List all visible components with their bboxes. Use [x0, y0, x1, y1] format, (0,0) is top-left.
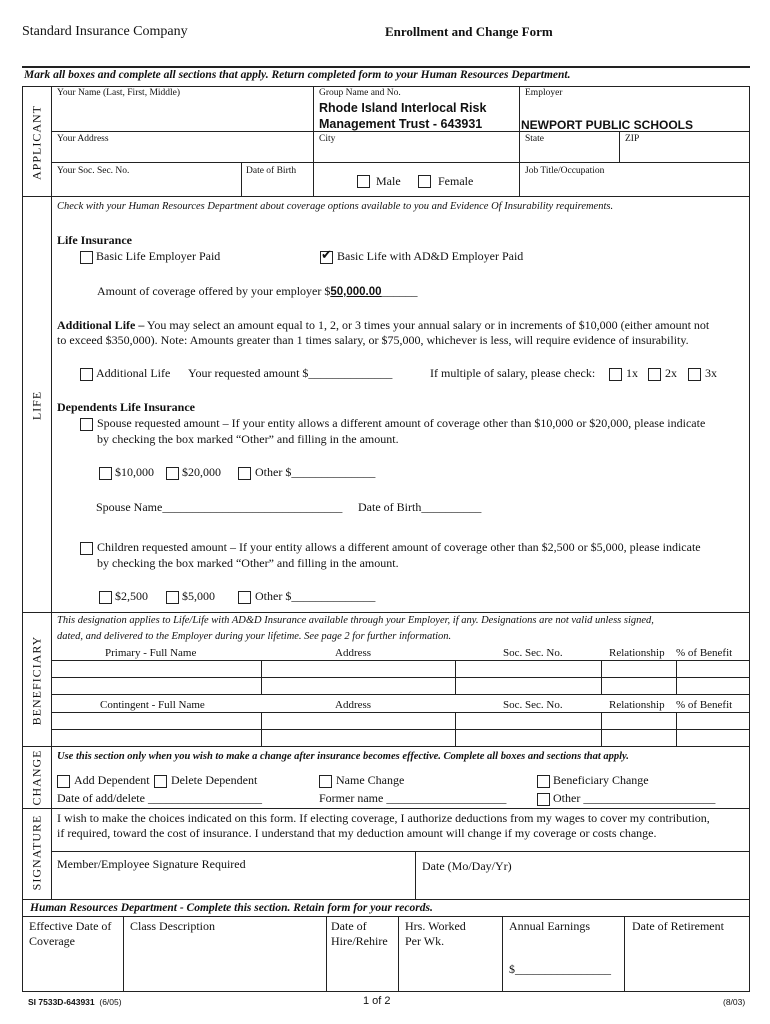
spouse-20000-checkbox[interactable] [166, 467, 179, 480]
additional-life-checkbox[interactable] [80, 368, 93, 381]
ben-row-rule-4 [51, 712, 749, 713]
annual-earnings-field[interactable]: $________________ [509, 962, 611, 976]
additional-text2: to exceed $350,000). Note: Amounts greater than 1 times salary, or $75,000, whichever is less, will require evidence of insurability. [57, 333, 689, 347]
contingent-ssn-header: Soc. Sec. No. [503, 699, 563, 711]
signature-row-rule [51, 851, 749, 852]
additional-text1: You may select an amount equal to 1, 2, or 3 times your annual salary or in increments of $10,000 (either amount not [144, 318, 710, 332]
basic-life-add-checkbox[interactable] [320, 251, 333, 264]
date-hire-label2: Hire/Rehire [331, 934, 388, 948]
annual-earnings-label: Annual Earnings [509, 919, 590, 933]
hr-frame-left [22, 899, 23, 992]
hrs-worked-label1: Hrs. Worked [405, 919, 466, 933]
form-title: Enrollment and Change Form [385, 24, 553, 39]
hr-bottom-rule [22, 991, 750, 992]
class-description-label: Class Description [130, 919, 215, 933]
children-2500-label: $2,500 [115, 589, 148, 603]
hr-col-3 [398, 916, 399, 992]
frame-left [22, 86, 23, 900]
ben-row-rule-5 [51, 729, 749, 730]
group-label: Group Name and No. [319, 88, 401, 98]
children-2500-checkbox[interactable] [99, 591, 112, 604]
state-label: State [525, 134, 544, 144]
basic-life-add-label: Basic Life with AD&D Employer Paid [337, 249, 524, 263]
frame-right [749, 86, 750, 992]
applicant-zip-col [619, 131, 620, 162]
hr-col-5 [624, 916, 625, 992]
delete-dependent-label: Delete Dependent [171, 773, 258, 787]
group-value-line1: Rhode Island Interlocal Risk [319, 101, 487, 115]
beneficiary-section-label: BENEFICIARY [29, 635, 44, 726]
spouse-checkbox[interactable] [80, 418, 93, 431]
hrs-worked-label2: Per Wk. [405, 934, 445, 948]
mult-1x-checkbox[interactable] [609, 368, 622, 381]
additional-life-label: Additional Life [96, 366, 171, 380]
beneficiary-bottom-rule [22, 746, 750, 747]
spouse-dob: Date of Birth__________ [358, 500, 482, 514]
additional-heading: Additional Life – [57, 318, 145, 332]
spouse-text1: Spouse requested amount – If your entity allows a different amount of coverage other than $10,000 or $20,000, please indicate [97, 416, 706, 430]
change-intro: Use this section only when you wish to make a change after insurance becomes effective. Complete all boxes and sections that apply. [57, 751, 629, 762]
ssn-label: Your Soc. Sec. No. [57, 166, 130, 176]
dependents-heading: Dependents Life Insurance [57, 400, 196, 414]
header-rule [22, 66, 750, 68]
dob-label: Date of Birth [246, 166, 297, 176]
city-label: City [319, 134, 336, 144]
life-heading: Life Insurance [57, 233, 132, 247]
requested-amount: Your requested amount $______________ [188, 366, 393, 380]
beneficiary-change-label: Beneficiary Change [553, 773, 649, 787]
hr-heading: Human Resources Department - Complete this section. Retain form for your records. [30, 902, 433, 914]
effective-date-label2: Coverage [29, 934, 75, 948]
contingent-address-header: Address [335, 699, 372, 711]
children-5000-checkbox[interactable] [166, 591, 179, 604]
hr-col-4 [502, 916, 503, 992]
former-name: Former name ____________________ [319, 791, 507, 805]
ben-col-3a [601, 660, 602, 694]
signature-text1: I wish to make the choices indicated on this form. If electing coverage, I authorize deductions from my wages to cover my contribution, [57, 811, 710, 825]
children-text1: Children requested amount – If your entity allows a different amount of coverage other than $2,500 or $5,000, please indicate [97, 540, 701, 554]
spouse-text2: by checking the box marked “Other” and filling in the amount. [97, 432, 399, 446]
spouse-10000-checkbox[interactable] [99, 467, 112, 480]
life-bottom-rule [22, 612, 750, 613]
form-number-code: SI 7533D-643931 [28, 997, 95, 1007]
ben-col-1a [261, 660, 262, 694]
change-section-label: CHANGE [29, 749, 44, 806]
coverage-prefix: Amount of coverage offered by your employer $ [97, 284, 331, 298]
ben-row-rule-1 [51, 660, 749, 661]
ben-row-rule-3 [51, 694, 749, 695]
applicant-col1 [313, 86, 314, 196]
other-change-label: Other ______________________ [553, 791, 716, 805]
children-checkbox[interactable] [80, 542, 93, 555]
hr-col-1 [123, 916, 124, 992]
applicant-dob-col [241, 162, 242, 196]
name-change-label: Name Change [336, 773, 405, 787]
male-checkbox[interactable] [357, 175, 370, 188]
hr-header-rule [22, 916, 750, 917]
spouse-other-label: Other $______________ [255, 465, 376, 479]
beneficiary-change-checkbox[interactable] [537, 775, 550, 788]
primary-ssn-header: Soc. Sec. No. [503, 647, 563, 659]
name-change-checkbox[interactable] [319, 775, 332, 788]
spouse-20000-label: $20,000 [182, 465, 221, 479]
page-number: 1 of 2 [363, 995, 391, 1007]
applicant-bottom-rule [22, 196, 750, 197]
ben-col-1b [261, 712, 262, 746]
coverage-value: 50,000.00 [330, 286, 382, 298]
change-bottom-rule [22, 808, 750, 809]
mult-2x-checkbox[interactable] [648, 368, 661, 381]
coverage-suffix: ______ [381, 284, 418, 298]
coverage-line [97, 284, 418, 299]
signature-col [415, 851, 416, 899]
ben-col-4a [676, 660, 677, 694]
primary-name-header: Primary - Full Name [105, 647, 197, 659]
company-name: Standard Insurance Company [22, 24, 188, 39]
add-dependent-checkbox[interactable] [57, 775, 70, 788]
label-column-divider [51, 86, 52, 900]
mult-1x-label: 1x [626, 366, 638, 380]
date-add-delete: Date of add/delete ___________________ [57, 791, 262, 805]
group-value-line2: Management Trust - 643931 [319, 117, 483, 131]
basic-life-label: Basic Life Employer Paid [96, 249, 221, 263]
mult-3x-label: 3x [705, 366, 717, 380]
spouse-name: Spouse Name______________________________ [96, 500, 343, 514]
contingent-name-header: Contingent - Full Name [100, 699, 205, 711]
zip-label: ZIP [625, 134, 640, 144]
address-label: Your Address [57, 134, 109, 144]
children-other-label: Other $______________ [255, 589, 376, 603]
children-text2: by checking the box marked “Other” and filling in the amount. [97, 556, 399, 570]
ben-col-3b [601, 712, 602, 746]
frame-top [22, 86, 750, 87]
multiple-label: If multiple of salary, please check: [430, 366, 596, 380]
job-label: Job Title/Occupation [525, 166, 605, 176]
contingent-percent-header: % of Benefit [676, 699, 733, 711]
date-retirement-label: Date of Retirement [632, 919, 724, 933]
form-number-date: (6/05) [99, 997, 122, 1007]
children-other-checkbox[interactable] [238, 591, 251, 604]
life-intro: Check with your Human Resources Department about coverage options available to you and Evidence Of Insurability requirements. [57, 201, 614, 212]
primary-relationship-header: Relationship [609, 647, 665, 659]
applicant-section-label: APPLICANT [29, 105, 44, 181]
add-dependent-label: Add Dependent [74, 773, 150, 787]
instructions: Mark all boxes and complete all sections that apply. Return completed form to your Human Resources Department. [24, 69, 571, 81]
revision-date: (8/03) [723, 997, 746, 1007]
contingent-relationship-header: Relationship [609, 699, 665, 711]
life-section-label: LIFE [29, 390, 44, 421]
hr-col-2 [326, 916, 327, 992]
spouse-10000-label: $10,000 [115, 465, 154, 479]
signature-date-field[interactable]: Date (Mo/Day/Yr) [422, 859, 512, 873]
male-label: Male [376, 174, 401, 188]
delete-dependent-checkbox[interactable] [154, 775, 167, 788]
ben-row-rule-2 [51, 677, 749, 678]
basic-life-checkbox[interactable] [80, 251, 93, 264]
member-signature-field[interactable]: Member/Employee Signature Required [57, 857, 246, 871]
ben-col-2a [455, 660, 456, 694]
applicant-col2 [519, 86, 520, 196]
primary-address-header: Address [335, 647, 372, 659]
spouse-other-checkbox[interactable] [238, 467, 251, 480]
ben-col-4b [676, 712, 677, 746]
children-5000-label: $5,000 [182, 589, 215, 603]
mult-2x-label: 2x [665, 366, 677, 380]
additional-text-line1 [57, 318, 709, 333]
signature-bottom-rule [22, 899, 750, 900]
applicant-row2-rule [51, 162, 749, 163]
female-label: Female [438, 174, 474, 188]
name-label: Your Name (Last, First, Middle) [57, 88, 181, 98]
effective-date-label1: Effective Date of [29, 919, 112, 933]
mult-3x-checkbox[interactable] [688, 368, 701, 381]
form-number [28, 997, 122, 1007]
ben-col-2b [455, 712, 456, 746]
employer-label: Employer [525, 88, 563, 98]
date-hire-label1: Date of [331, 919, 367, 933]
other-change-checkbox[interactable] [537, 793, 550, 806]
female-checkbox[interactable] [418, 175, 431, 188]
beneficiary-intro1: This designation applies to Life/Life with AD&D Insurance available through your Employer, if any. Designations are not valid unless signed, [57, 615, 654, 626]
signature-section-label: SIGNATURE [29, 814, 44, 891]
primary-percent-header: % of Benefit [676, 647, 733, 659]
beneficiary-intro2: dated, and delivered to the Employer during your lifetime. See page 2 for further information. [57, 631, 452, 642]
signature-text2: if required, toward the cost of insurance. I understand that my deduction amount will change if my coverage or costs change. [57, 826, 657, 840]
employer-value: NEWPORT PUBLIC SCHOOLS [521, 118, 694, 132]
